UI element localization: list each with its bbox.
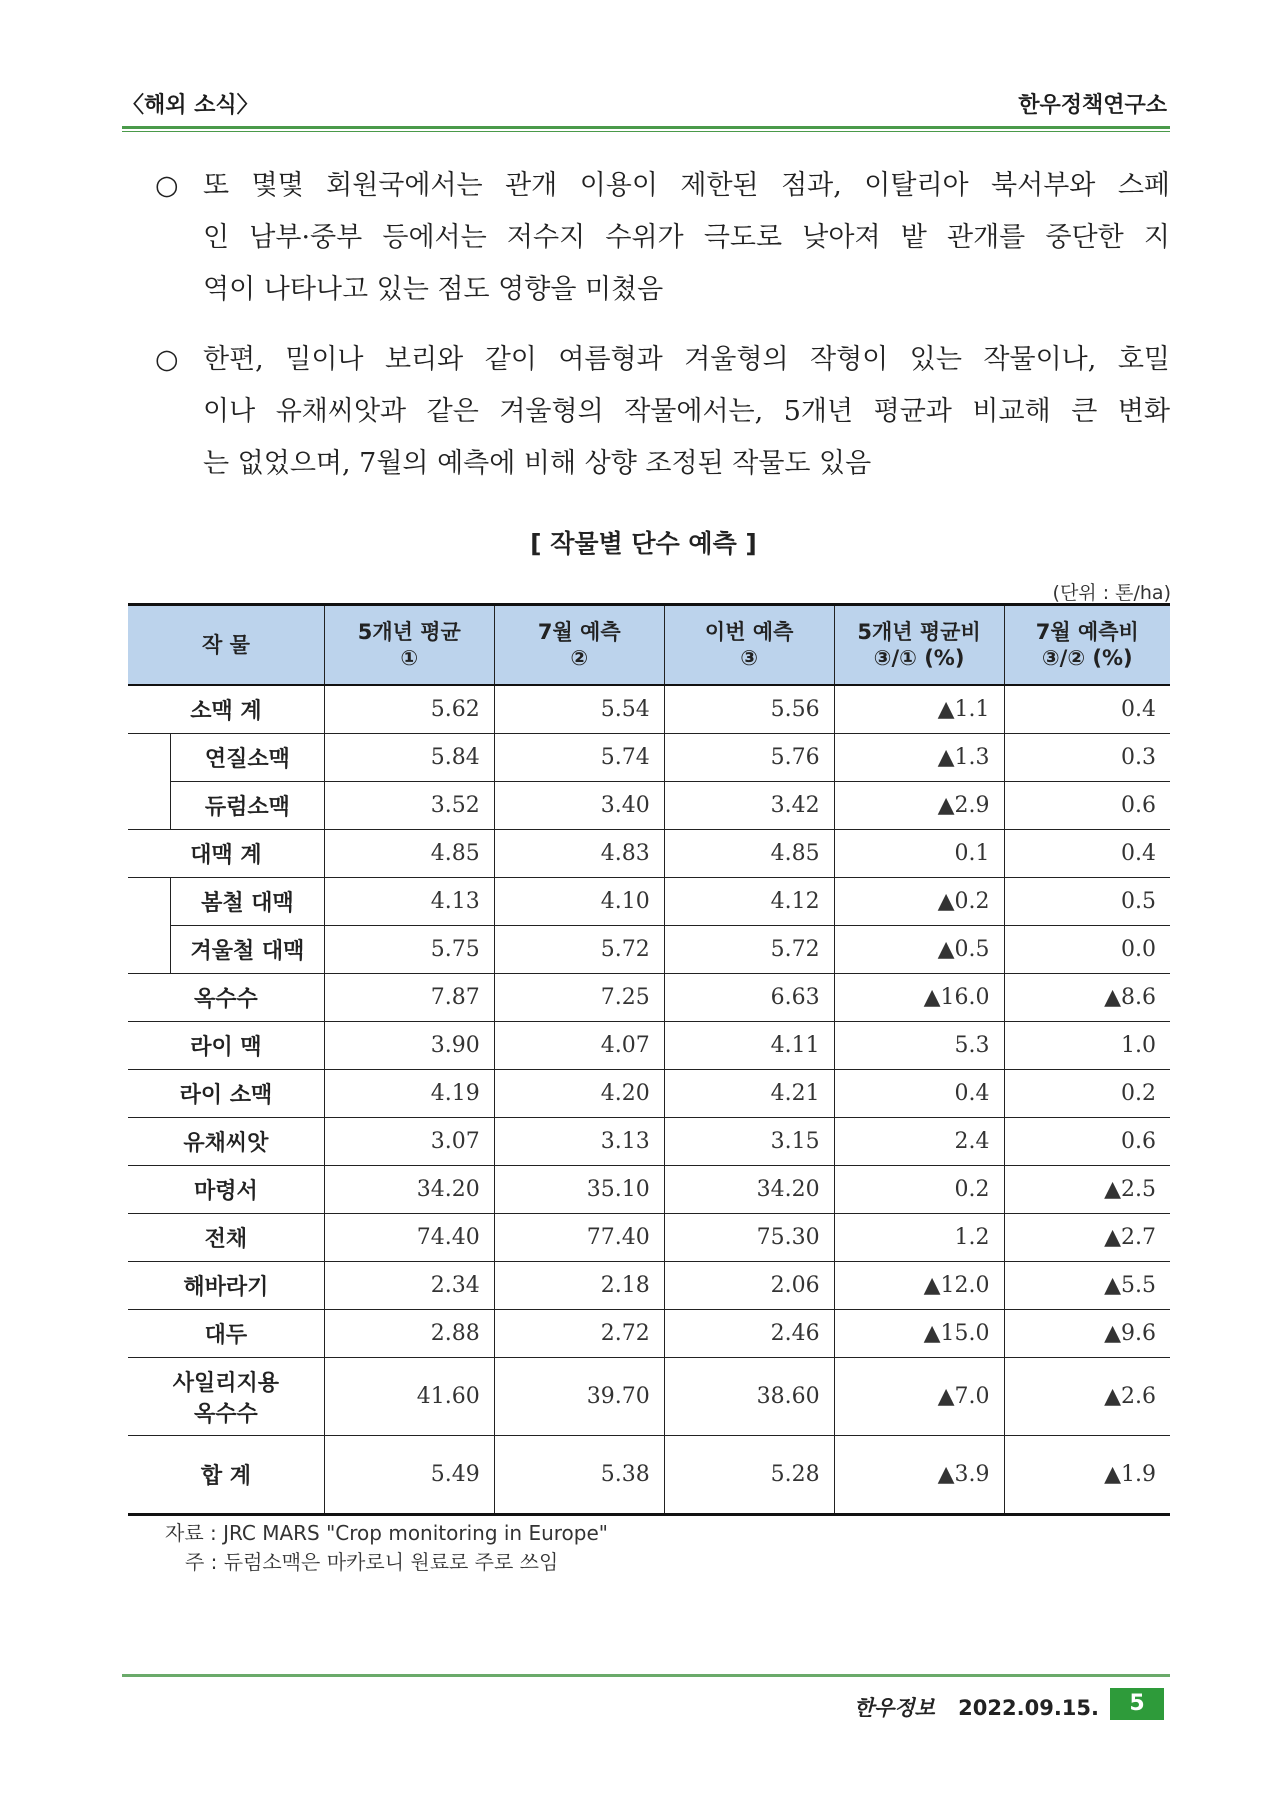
cell: 3.52 (324, 782, 494, 830)
row-label: 마령서 (128, 1166, 324, 1214)
cell: 4.20 (494, 1070, 664, 1118)
row-label: 전채 (128, 1214, 324, 1262)
cell: ▲0.2 (834, 878, 1004, 926)
cell: ▲1.9 (1004, 1436, 1170, 1515)
section-label: 〈해외 소식〉 (122, 93, 259, 118)
row-label: 봄철 대맥 (170, 878, 324, 926)
header-divider-thin (122, 131, 1170, 132)
cell: 5.3 (834, 1022, 1004, 1070)
cell: ▲1.3 (834, 734, 1004, 782)
cell: 0.6 (1004, 782, 1170, 830)
row-label: 겨울철 대맥 (170, 926, 324, 974)
cell: 1.0 (1004, 1022, 1170, 1070)
paragraph-2 (155, 334, 1170, 490)
table-row (128, 1118, 1170, 1166)
table-unit: (단위 : 톤/ha) (1052, 582, 1171, 604)
cell: 5.28 (664, 1436, 834, 1515)
cell: 3.07 (324, 1118, 494, 1166)
publication-date: 2022.09.15. (958, 1696, 1099, 1720)
cell: 3.15 (664, 1118, 834, 1166)
cell: 4.85 (324, 830, 494, 878)
cell: 41.60 (324, 1358, 494, 1436)
header-5yr-avg: 5개년 평균 ① (324, 605, 494, 686)
cell: 5.84 (324, 734, 494, 782)
cell: 5.75 (324, 926, 494, 974)
cell: 5.49 (324, 1436, 494, 1515)
cell: ▲1.1 (834, 685, 1004, 734)
cell: 5.62 (324, 685, 494, 734)
cell: 4.12 (664, 878, 834, 926)
cell: 5.54 (494, 685, 664, 734)
row-label: 라이 맥 (128, 1022, 324, 1070)
paragraph-line: 한편, 밀이나 보리와 같이 여름형과 겨울형의 작형이 있는 작물이나, 호밀 (203, 344, 1170, 375)
indent-spacer (128, 878, 170, 926)
paragraph-line: 인 남부·중부 등에서는 저수지 수위가 극도로 낮아져 밭 관개를 중단한 지 (203, 222, 1170, 253)
cell: ▲3.9 (834, 1436, 1004, 1515)
cell: 35.10 (494, 1166, 664, 1214)
cell: ▲2.6 (1004, 1358, 1170, 1436)
row-label: 연질소맥 (170, 734, 324, 782)
header-divider (122, 126, 1170, 129)
paragraph-line: 는 없었으며, 7월의 예측에 비해 상향 조정된 작물도 있음 (203, 448, 872, 479)
crop-yield-table (128, 603, 1170, 1516)
cell: 0.4 (1004, 830, 1170, 878)
table-row (128, 1166, 1170, 1214)
cell: 6.63 (664, 974, 834, 1022)
bullet-icon: ○ (155, 170, 179, 201)
paragraph-line: 역이 나타나고 있는 점도 영향을 미쳤음 (203, 274, 664, 305)
cell: 3.13 (494, 1118, 664, 1166)
row-label: 듀럼소맥 (170, 782, 324, 830)
table-row (128, 878, 1170, 926)
cell: 0.3 (1004, 734, 1170, 782)
cell: 2.18 (494, 1262, 664, 1310)
cell: 7.25 (494, 974, 664, 1022)
cell: ▲15.0 (834, 1310, 1004, 1358)
table-row (128, 926, 1170, 974)
cell: 2.72 (494, 1310, 664, 1358)
cell: 0.2 (834, 1166, 1004, 1214)
row-label: 대맥 계 (128, 830, 324, 878)
cell: 5.38 (494, 1436, 664, 1515)
table-row (128, 734, 1170, 782)
cell: 2.46 (664, 1310, 834, 1358)
cell: 0.4 (1004, 685, 1170, 734)
header-current-forecast: 이번 예측 ③ (664, 605, 834, 686)
indent-spacer (128, 926, 170, 974)
cell: 0.4 (834, 1070, 1004, 1118)
cell: 34.20 (324, 1166, 494, 1214)
row-label: 유채씨앗 (128, 1118, 324, 1166)
cell: 5.76 (664, 734, 834, 782)
footer-divider (122, 1674, 1170, 1677)
row-label: 해바라기 (128, 1262, 324, 1310)
cell: 77.40 (494, 1214, 664, 1262)
header-july-forecast: 7월 예측 ② (494, 605, 664, 686)
cell: ▲16.0 (834, 974, 1004, 1022)
table-header-row (128, 605, 1170, 686)
paragraph-line: 이나 유채씨앗과 같은 겨울형의 작물에서는, 5개년 평균과 비교해 큰 변화 (203, 396, 1170, 427)
cell: 5.72 (494, 926, 664, 974)
table-row (128, 974, 1170, 1022)
cell: ▲8.6 (1004, 974, 1170, 1022)
cell: 4.21 (664, 1070, 834, 1118)
table-row (128, 1262, 1170, 1310)
table-row-total (128, 1436, 1170, 1515)
row-label: 라이 소맥 (128, 1070, 324, 1118)
cell: 38.60 (664, 1358, 834, 1436)
cell: 4.11 (664, 1022, 834, 1070)
cell: 0.6 (1004, 1118, 1170, 1166)
bullet-icon: ○ (155, 344, 179, 375)
cell: 2.88 (324, 1310, 494, 1358)
cell: 2.06 (664, 1262, 834, 1310)
row-label: 옥수수 (128, 974, 324, 1022)
cell: 4.07 (494, 1022, 664, 1070)
cell: 74.40 (324, 1214, 494, 1262)
cell: 0.5 (1004, 878, 1170, 926)
cell: 3.42 (664, 782, 834, 830)
cell: 34.20 (664, 1166, 834, 1214)
page-number: 5 (1110, 1688, 1164, 1720)
cell: ▲2.7 (1004, 1214, 1170, 1262)
cell: 5.74 (494, 734, 664, 782)
cell: 7.87 (324, 974, 494, 1022)
table-row (128, 685, 1170, 734)
cell: 5.72 (664, 926, 834, 974)
table-row (128, 782, 1170, 830)
cell: 75.30 (664, 1214, 834, 1262)
row-label: 소맥 계 (128, 685, 324, 734)
cell: ▲0.5 (834, 926, 1004, 974)
cell: 4.19 (324, 1070, 494, 1118)
row-label: 합 계 (128, 1436, 324, 1515)
row-label: 대두 (128, 1310, 324, 1358)
table-notes (165, 1519, 608, 1577)
cell: ▲5.5 (1004, 1262, 1170, 1310)
cell: 1.2 (834, 1214, 1004, 1262)
cell: 0.1 (834, 830, 1004, 878)
cell: 4.10 (494, 878, 664, 926)
table-row (128, 1310, 1170, 1358)
paragraph-1 (155, 160, 1170, 316)
footnote: 주 : 듀럼소맥은 마카로니 원료로 주로 쓰임 (185, 1550, 559, 1574)
cell: 39.70 (494, 1358, 664, 1436)
header-vs-5yr: 5개년 평균비 ③/① (%) (834, 605, 1004, 686)
source-note: 자료 : JRC MARS "Crop monitoring in Europe" (165, 1521, 608, 1545)
cell: 2.34 (324, 1262, 494, 1310)
header-vs-july: 7월 예측비 ③/② (%) (1004, 605, 1170, 686)
indent-spacer (128, 782, 170, 830)
indent-spacer (128, 734, 170, 782)
row-label: 사일리지용 옥수수 (128, 1358, 324, 1436)
paragraph-line: 또 몇몇 회원국에서는 관개 이용이 제한된 점과, 이탈리아 북서부와 스페 (203, 170, 1170, 201)
footer-info (854, 1692, 1099, 1722)
cell: ▲2.5 (1004, 1166, 1170, 1214)
table-row (128, 1070, 1170, 1118)
cell: 3.40 (494, 782, 664, 830)
cell: 2.4 (834, 1118, 1004, 1166)
table-row (128, 1022, 1170, 1070)
publication-name: 한우정보 (853, 1696, 935, 1720)
cell: 4.13 (324, 878, 494, 926)
table-row (128, 1214, 1170, 1262)
cell: ▲2.9 (834, 782, 1004, 830)
cell: 5.56 (664, 685, 834, 734)
cell: 0.2 (1004, 1070, 1170, 1118)
cell: 0.0 (1004, 926, 1170, 974)
cell: ▲7.0 (834, 1358, 1004, 1436)
cell: ▲9.6 (1004, 1310, 1170, 1358)
cell: 4.85 (664, 830, 834, 878)
cell: 4.83 (494, 830, 664, 878)
table-row (128, 1358, 1170, 1436)
organization-name: 한우정책연구소 (1018, 93, 1167, 118)
table-row (128, 830, 1170, 878)
cell: ▲12.0 (834, 1262, 1004, 1310)
table-title: [ 작물별 단수 예측 ] (530, 529, 757, 558)
cell: 3.90 (324, 1022, 494, 1070)
header-crop: 작 물 (128, 605, 324, 686)
